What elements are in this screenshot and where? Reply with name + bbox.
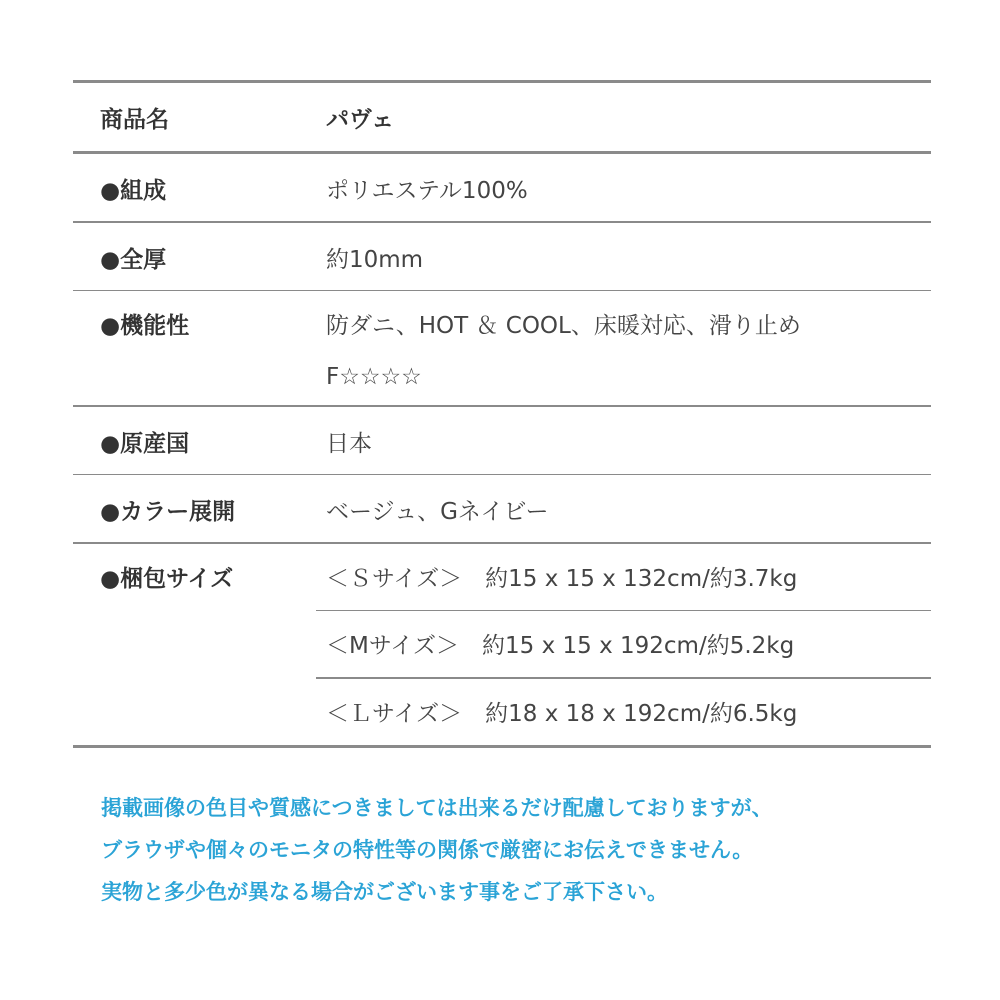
row-label: ●カラー展開 [100,499,236,525]
disclaimer-line-3: 実物と多少色が異なる場合がございます事をご了承下さい。 [101,880,668,904]
row-label: ●全厚 [100,246,167,273]
packing-size-m: ＜Mサイズ＞ 約15 x 15 x 192cm/約5.2kg [326,633,795,659]
row-label: ●梱包サイズ [100,565,234,592]
spec-table [73,80,931,748]
row-label: ●組成 [100,178,167,204]
row-label: 商品名 [100,107,169,133]
table-bottom-rule [73,745,931,748]
packing-size-s: ＜Ｓサイズ＞ 約15 x 15 x 132cm/約3.7kg [326,565,798,592]
packing-size-l: ＜Ｌサイズ＞ 約18 x 18 x 192cm/約6.5kg [326,700,798,727]
row-value: ポリエステル100% [326,178,528,204]
packing-size-list [316,544,931,745]
row-label: ●機能性 [100,313,190,339]
functions-line-2: F☆☆☆☆ [326,364,422,390]
table-row-functions [73,291,931,405]
row-value [326,310,931,393]
table-row-packing-size [73,544,931,745]
row-label: ●原産国 [100,430,190,457]
table-row-thickness [73,223,931,290]
disclaimer-line-1: 掲載画像の色目や質感につきましては出来るだけ配慮しておりますが、 [101,796,773,820]
table-row-origin [73,407,931,474]
table-row-product-name [73,83,931,151]
table-row-composition [73,154,931,221]
row-value: ベージュ、Gネイビー [326,499,549,525]
row-value: 約10mm [326,246,424,273]
disclaimer-line-2: ブラウザや個々のモニタの特性等の関係で厳密にお伝えできません。 [101,838,754,862]
row-value: パヴェ [326,107,395,133]
row-value: 日本 [326,430,372,457]
color-disclaimer [101,787,961,913]
functions-line-1: 防ダニ、HOT ＆ COOL、床暖対応、滑り止め [326,313,801,339]
table-row-colors [73,475,931,542]
